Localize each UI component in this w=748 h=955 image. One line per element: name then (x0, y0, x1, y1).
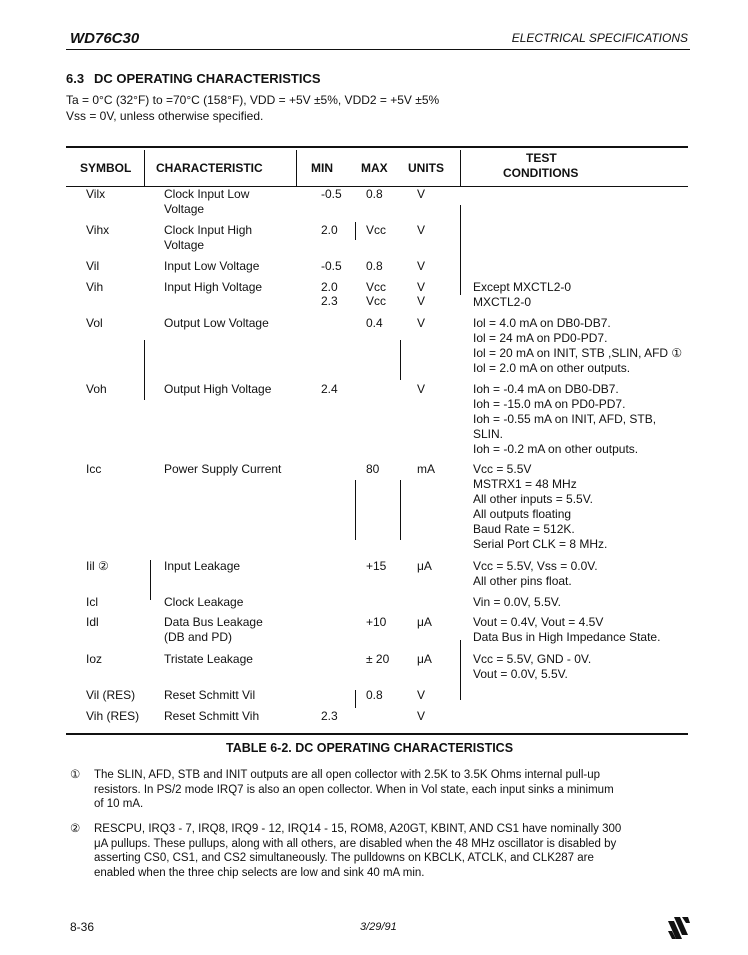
cell-test-condition: MSTRX1 = 48 MHz (473, 477, 577, 491)
cell-test-condition: Vcc = 5.5V, Vss = 0.0V. (473, 559, 598, 573)
footnote-1-line: resistors. In PS/2 mode IRQ7 is also an open collector. When in Vol state, each input sinks a minimum (94, 783, 614, 796)
cell-test-condition: Vin = 0.0V, 5.5V. (473, 595, 561, 609)
cell-test-condition: All other inputs = 5.5V. (473, 492, 593, 506)
cell-characteristic: Output High Voltage (164, 382, 272, 396)
footnote-2-line: asserting CS0, CS1, and CS2 simultaneously. The pulldowns on KBCLK, ATCLK, and CLK287 are (94, 852, 594, 864)
footnote-1-line: The SLIN, AFD, STB and INIT outputs are all open collector with 2.5K to 3.5K Ohms internal pull-up (94, 769, 601, 781)
cell-max: +15 (366, 559, 387, 573)
header-divider-1 (144, 150, 145, 186)
cell-symbol: Vil (86, 259, 100, 273)
cell-symbol: Vih (RES) (86, 709, 140, 723)
column-divider (355, 222, 356, 240)
conditions-line-1: Ta = 0°C (32°F) to =70°C (158°F), VDD = +5V ±5%, VDD2 = +5V ±5% (66, 93, 440, 107)
footnote-2 (94, 822, 674, 880)
footnote-2-marker: ② (70, 823, 81, 835)
cell-characteristic: Reset Schmitt Vil (164, 688, 256, 702)
cell-test-condition: Iol = 24 mA on PD0-PD7. (473, 331, 608, 345)
cell-test-condition: Vcc = 5.5V, GND - 0V. (473, 652, 592, 666)
cell-characteristic: Clock Leakage (164, 595, 244, 609)
cell-characteristic: (DB and PD) (164, 630, 233, 644)
cell-units: V (417, 223, 426, 237)
cell-max: 0.8 (366, 187, 383, 201)
cell-test-condition: Ioh = -0.55 mA on INIT, AFD, STB, (473, 412, 657, 426)
cell-test-condition: Serial Port CLK = 8 MHz. (473, 537, 608, 551)
cell-min: 2.0 (321, 223, 338, 237)
cell-characteristic: Clock Input Low (164, 187, 250, 201)
column-divider (460, 640, 461, 700)
cell-characteristic: Input Leakage (164, 559, 241, 573)
cell-characteristic: Data Bus Leakage (164, 615, 263, 629)
cell-test-condition: Iol = 4.0 mA on DB0-DB7. (473, 316, 611, 330)
cell-symbol: Icl (86, 595, 98, 609)
cell-max: Vcc (366, 223, 387, 237)
cell-characteristic: Voltage (164, 202, 205, 216)
header-max: MAX (361, 161, 388, 175)
column-divider (460, 205, 461, 295)
header-conditions: CONDITIONS (503, 166, 579, 180)
cell-test-condition: Except MXCTL2-0 (473, 280, 572, 294)
cell-units: V (417, 382, 426, 396)
cell-test-condition: Ioh = -15.0 mA on PD0-PD7. (473, 397, 626, 411)
cell-test-condition: Data Bus in High Impedance State. (473, 630, 661, 644)
column-divider (150, 560, 151, 600)
cell-test-condition: Vcc = 5.5V (473, 462, 532, 476)
cell-characteristic: Voltage (164, 238, 205, 252)
cell-symbol: Vol (86, 316, 103, 330)
cell-units: V (417, 294, 426, 308)
footnote-2-line: enabled when the three chip selects are low and sink 40 mA min. (94, 866, 425, 879)
cell-min: 2.3 (321, 294, 338, 308)
cell-test-condition: Iol = 20 mA on INIT, STB ,SLIN, AFD ① (473, 346, 683, 360)
cell-min: 2.3 (321, 709, 338, 723)
revision-date: 3/29/91 (360, 921, 397, 933)
footnote-1-line: of 10 mA. (94, 798, 144, 810)
section-number: 6.3 (66, 71, 85, 86)
cell-units: μA (417, 615, 432, 629)
header-units: UNITS (408, 161, 444, 175)
table-caption: TABLE 6-2. DC OPERATING CHARACTERISTICS (226, 741, 514, 755)
table-top-rule (66, 146, 688, 148)
cell-characteristic: Tristate Leakage (164, 652, 253, 666)
column-divider (144, 340, 145, 400)
header-characteristic: CHARACTERISTIC (156, 161, 263, 175)
wd-logo-icon (668, 917, 690, 939)
conditions-line-2: Vss = 0V, unless otherwise specified. (66, 109, 264, 123)
cell-test-condition: Ioh = -0.2 mA on other outputs. (473, 442, 639, 456)
cell-units: μA (417, 559, 432, 573)
table-bottom-rule (66, 733, 688, 735)
cell-characteristic: Input Low Voltage (164, 259, 260, 273)
page-number: 8-36 (70, 920, 95, 934)
cell-symbol: Voh (86, 382, 107, 396)
cell-symbol: Vilx (86, 187, 106, 201)
cell-max: 0.8 (366, 259, 383, 273)
cell-units: V (417, 709, 426, 723)
footnote-1 (94, 768, 674, 812)
cell-symbol: Vil (RES) (86, 688, 136, 702)
header-divider-2 (296, 150, 297, 186)
cell-max: ± 20 (366, 652, 390, 666)
cell-test-condition: Vout = 0.0V, 5.5V. (473, 667, 568, 681)
cell-characteristic: Reset Schmitt Vih (164, 709, 260, 723)
header-symbol: SYMBOL (80, 161, 132, 175)
section-title: DC OPERATING CHARACTERISTICS (94, 71, 321, 86)
cell-min: -0.5 (321, 187, 342, 201)
cell-symbol: Idl (86, 615, 99, 629)
cell-symbol: Ioz (86, 652, 103, 666)
cell-min: -0.5 (321, 259, 342, 273)
column-divider (355, 480, 356, 540)
cell-units: V (417, 316, 426, 330)
header-min: MIN (311, 161, 333, 175)
cell-units: μA (417, 652, 432, 666)
cell-test-condition: Vout = 0.4V, Vout = 4.5V (473, 615, 604, 629)
cell-test-condition: All outputs floating (473, 507, 572, 521)
cell-units: V (417, 259, 426, 273)
header-test: TEST (526, 151, 557, 165)
cell-characteristic: Power Supply Current (164, 462, 282, 476)
cell-symbol: Icc (86, 462, 102, 476)
cell-test-condition: All other pins float. (473, 574, 572, 588)
cell-test-condition: Iol = 2.0 mA on other outputs. (473, 361, 631, 375)
header-divider-3 (460, 150, 461, 186)
cell-symbol: Vih (86, 280, 104, 294)
cell-min: 2.4 (321, 382, 338, 396)
cell-symbol: Vihx (86, 223, 110, 237)
cell-characteristic: Input High Voltage (164, 280, 263, 294)
cell-units: V (417, 688, 426, 702)
cell-test-condition: Baud Rate = 512K. (473, 522, 575, 536)
cell-max: Vcc (366, 280, 387, 294)
cell-characteristic: Output Low Voltage (164, 316, 269, 330)
cell-test-condition: SLIN. (473, 427, 504, 441)
column-divider (400, 340, 401, 380)
cell-test-condition: MXCTL2-0 (473, 295, 532, 309)
cell-max: 80 (366, 462, 380, 476)
cell-max: +10 (366, 615, 387, 629)
cell-units: V (417, 187, 426, 201)
cell-symbol: Iil ② (86, 559, 109, 573)
column-divider (400, 480, 401, 540)
cell-units: V (417, 280, 426, 294)
cell-min: 2.0 (321, 280, 338, 294)
cell-max: 0.4 (366, 316, 383, 330)
cell-units: mA (417, 462, 435, 476)
cell-characteristic: Clock Input High (164, 223, 253, 237)
cell-test-condition: Ioh = -0.4 mA on DB0-DB7. (473, 382, 619, 396)
cell-max: Vcc (366, 294, 387, 308)
document-section-name: ELECTRICAL SPECIFICATIONS (511, 31, 688, 45)
cell-max: 0.8 (366, 688, 383, 702)
section-heading (66, 71, 321, 86)
footnote-2-line: RESCPU, IRQ3 - 7, IRQ8, IRQ9 - 12, IRQ14 - 15, ROM8, A20GT, KBINT, AND CS1 have nominally 300 (94, 823, 622, 835)
header-rule (66, 49, 690, 50)
footnote-1-marker: ① (70, 769, 81, 781)
column-divider (355, 690, 356, 708)
document-part-number: WD76C30 (70, 30, 140, 47)
footnote-2-line: μA pullups. These pullups, along with all others, are disabled when the 48 MHz oscillator is disabled by (94, 837, 617, 850)
